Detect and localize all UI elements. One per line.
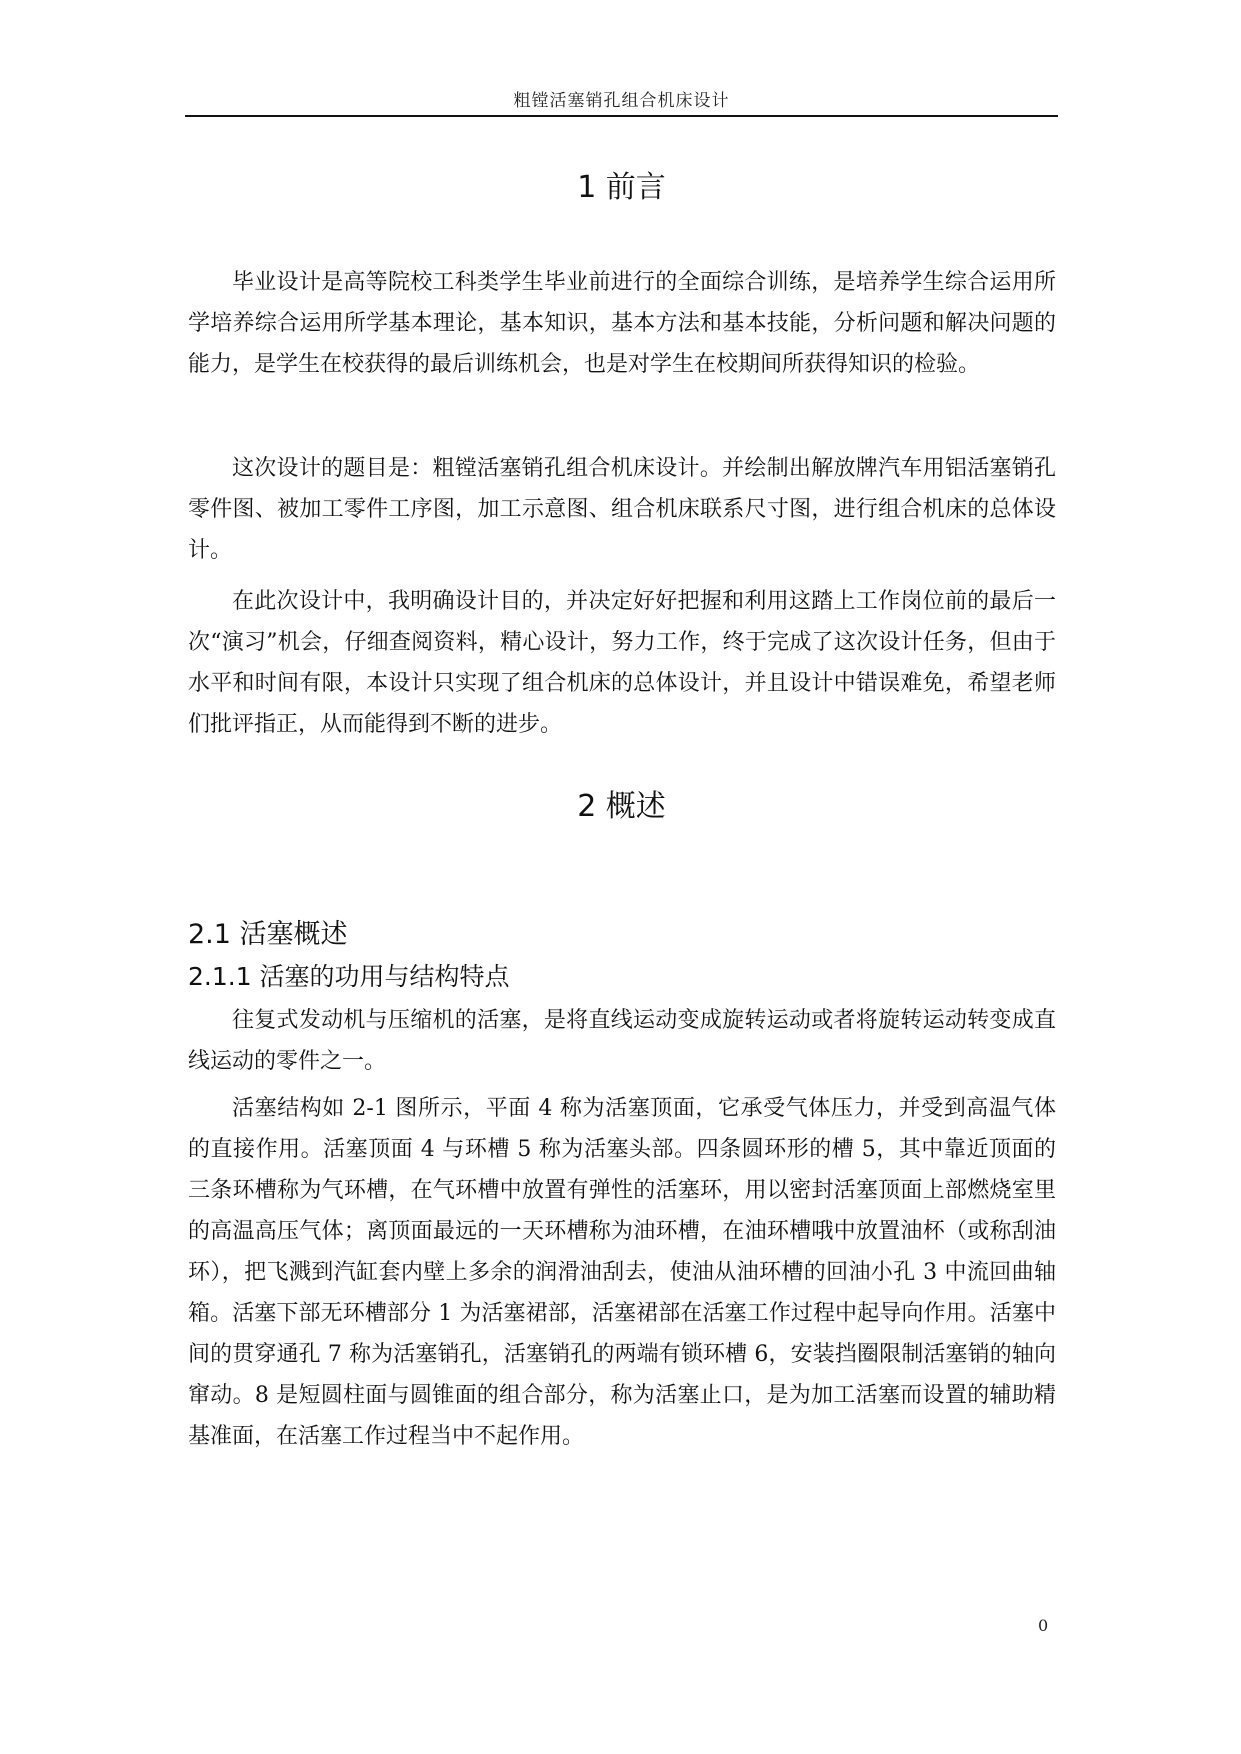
page-number: 0: [1038, 1616, 1049, 1635]
paragraph-3: 在此次设计中，我明确设计目的，并决定好好把握和利用这踏上工作岗位前的最后一次“演习”机会，仔细查阅资料，精心设计，努力工作，终于完成了这次设计任务，但由于水平和时间有限，本设计只实现了组合机床的总体设计，并且设计中错误难免，希望老师们批评指正，从而能得到不断的进步。: [188, 589, 1056, 737]
paragraph-2: 这次设计的题目是：粗镗活塞销孔组合机床设计。并绘制出解放牌汽车用铝活塞销孔零件图、被加工零件工序图，加工示意图、组合机床联系尺寸图，进行组合机床的总体设计。: [188, 456, 1056, 563]
chapter-1-heading: 1 前言: [577, 170, 666, 205]
paragraph-4: 往复式发动机与压缩机的活塞，是将直线运动变成旋转运动或者将旋转运动转变成直线运动的零件之一。: [188, 1008, 1056, 1074]
section-2-1-1-heading: 2.1.1 活塞的功用与结构特点: [188, 962, 510, 991]
paragraph-1: 毕业设计是高等院校工科类学生毕业前进行的全面综合训练，是培养学生综合运用所学培养综合运用所学基本理论，基本知识，基本方法和基本技能，分析问题和解决问题的能力，是学生在校获得的最后训练机会，也是对学生在校期间所获得知识的检验。: [188, 270, 1056, 377]
paragraph-5: 活塞结构如 2-1 图所示，平面 4 称为活塞顶面，它承受气体压力，并受到高温气体的直接作用。活塞顶面 4 与环槽 5 称为活塞头部。四条圆环形的槽 5，其中靠近顶面的三条环槽称为气环槽，在气环槽中放置有弹性的活塞环，用以密封活塞顶面上部燃烧室里的高温高压气体；离顶面最远的一天环槽称为油环槽，在油环槽哦中放置油杯（或称刮油环），把飞溅到汽缸套内壁上多余的润滑油刮去，使油从油环槽的回油小孔 3 中流回曲轴箱。活塞下部无环槽部分 1 为活塞裙部，活塞裙部在活塞工作过程中起导向作用。活塞中间的贯穿通孔 7 称为活塞销孔，活塞销孔的两端有锁环槽 6，安装挡圈限制活塞销的轴向窜动。8 是短圆柱面与圆锥面的组合部分，称为活塞止口，是为加工活塞而设置的辅助精基准面，在活塞工作过程当中不起作用。: [188, 1096, 1056, 1449]
running-header: 粗镗活塞销孔组合机床设计: [513, 91, 730, 111]
chapter-2-heading: 2 概述: [577, 789, 666, 824]
section-2-1-heading: 2.1 活塞概述: [188, 919, 348, 950]
header-rule: [185, 115, 1058, 117]
